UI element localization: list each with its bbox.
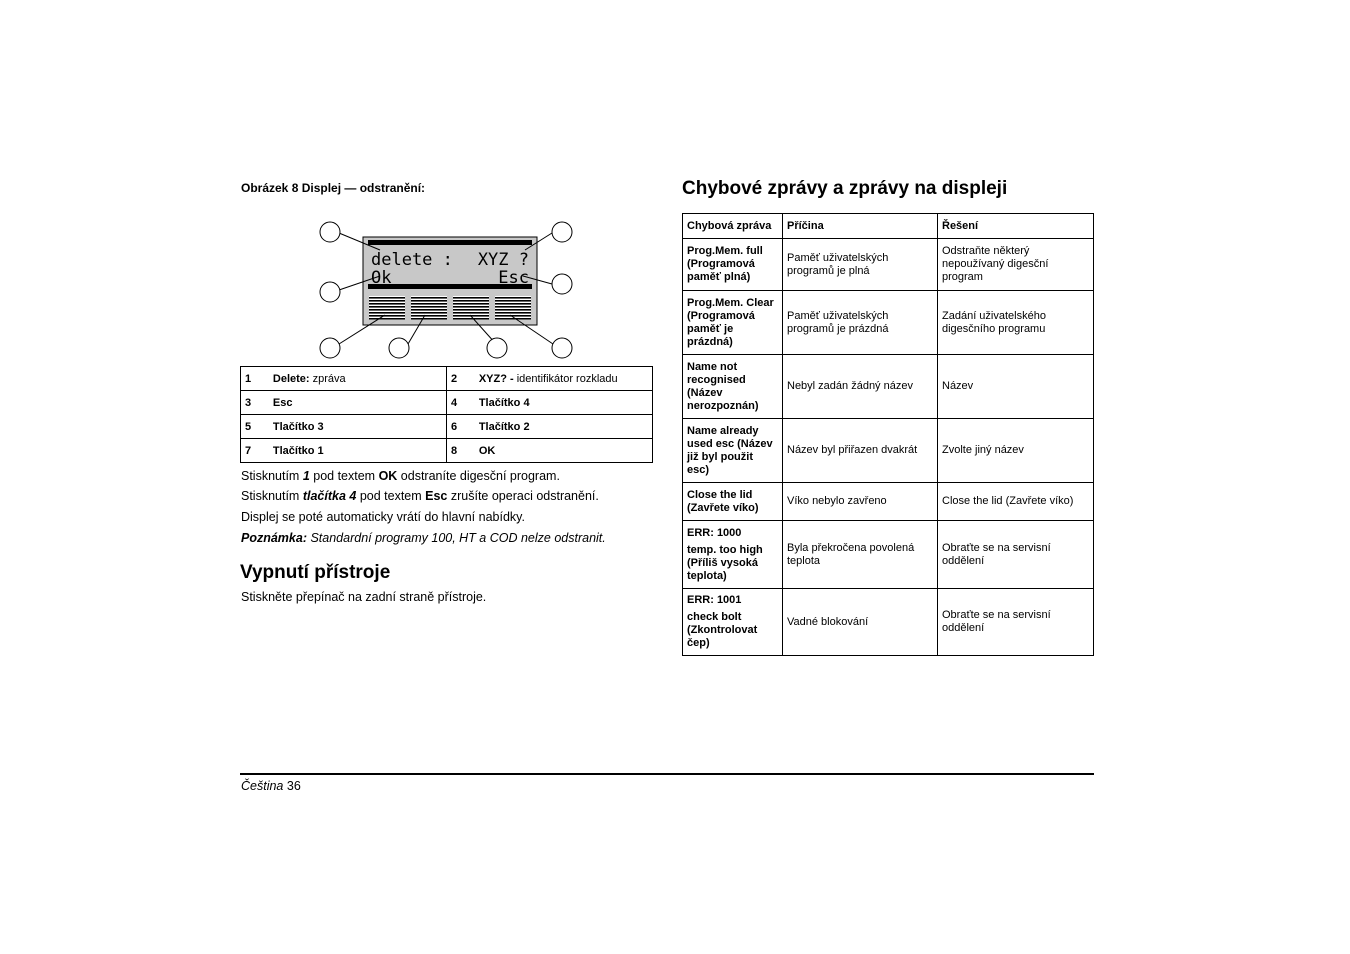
legend-number: 5 — [241, 415, 269, 439]
header-cause: Příčina — [783, 214, 938, 239]
header-message: Chybová zpráva — [683, 214, 783, 239]
table-row — [683, 355, 1094, 419]
legend-label — [475, 415, 653, 439]
table-row — [683, 239, 1094, 291]
solution-cell: Zvolte jiný název — [938, 419, 1094, 483]
screen-line2-right: Esc — [498, 268, 529, 288]
solution-cell: Obraťte se na servisní oddělení — [938, 589, 1094, 656]
legend-row — [241, 439, 653, 463]
legend-label-bold: Delete: — [272, 372, 310, 385]
legend-label-bold: XYZ? - — [478, 372, 514, 385]
page-number: 36 — [286, 779, 301, 793]
cause-cell: Paměť uživatelských programů je plná — [783, 239, 938, 291]
legend-label — [475, 367, 653, 391]
error-message-cell: Name already used esc (Název již byl použit esc) — [683, 419, 783, 483]
legend-label — [269, 391, 447, 415]
legend-label — [269, 415, 447, 439]
p2-text: Stisknutím — [241, 489, 303, 503]
table-row — [683, 589, 1094, 656]
legend-label — [475, 439, 653, 463]
soft-key-2 — [411, 296, 447, 320]
solution-cell: Zadání uživatelského digesčního programu — [938, 291, 1094, 355]
table-row — [683, 483, 1094, 521]
cause-cell: Název byl přiřazen dvakrát — [783, 419, 938, 483]
legend-number: 3 — [241, 391, 269, 415]
legend-label-bold: Tlačítko 4 — [478, 396, 530, 409]
cause-cell: Víko nebylo zavřeno — [783, 483, 938, 521]
error-message-cell: Prog.Mem. Clear (Programová paměť je prázdná) — [683, 291, 783, 355]
footer — [241, 779, 301, 793]
cause-cell: Nebyl zadán žádný název — [783, 355, 938, 419]
screen-line1-left: delete : — [371, 250, 453, 270]
legend-number: 2 — [446, 367, 474, 391]
solution-cell: Název — [938, 355, 1094, 419]
callout-circle-2 — [552, 222, 572, 242]
cause-cell: Byla překročena povolená teplota — [783, 521, 938, 589]
legend-row — [241, 367, 653, 391]
display-top-bar — [368, 240, 532, 245]
table-header-row — [683, 214, 1094, 239]
footer-language: Čeština — [241, 779, 284, 793]
callout-circle-6 — [389, 338, 409, 358]
callout-circle-5 — [320, 338, 340, 358]
legend-label-bold: Tlačítko 2 — [478, 420, 530, 433]
footer-rule — [240, 773, 1094, 775]
soft-key-4 — [495, 296, 531, 320]
legend-label-text: identifikátor rozkladu — [513, 372, 618, 385]
screen-line2-left: Ok — [371, 268, 392, 288]
legend-label — [475, 391, 653, 415]
callout-circle-1 — [320, 222, 340, 242]
p1-text-2: pod textem — [309, 469, 379, 483]
legend-label-bold: Tlačítko 3 — [272, 420, 324, 433]
section-heading-power-off: Vypnutí přístroje — [240, 562, 391, 583]
legend-number: 4 — [446, 391, 474, 415]
p1-key: 1 — [302, 469, 310, 483]
screen-line1-right: XYZ ? — [477, 250, 529, 270]
note — [241, 531, 606, 545]
cause-cell: Paměť uživatelských programů je prázdná — [783, 291, 938, 355]
soft-key-1 — [369, 296, 405, 320]
solution-cell: Close the lid (Zavřete víko) — [938, 483, 1094, 521]
error-message-cell: ERR: 1000 temp. too high (Příliš vysoká teplota) — [683, 521, 783, 589]
header-solution: Řešení — [938, 214, 1094, 239]
callout-circle-7 — [487, 338, 507, 358]
error-message-cell: Prog.Mem. full (Programová paměť plná) — [683, 239, 783, 291]
legend-number: 1 — [241, 367, 269, 391]
error-message-cell: ERR: 1001 check bolt (Zkontrolovat čep) — [683, 589, 783, 656]
p2-text-2: pod textem — [356, 489, 426, 503]
legend-label — [269, 367, 447, 391]
error-message-cell: Name not recognised (Název nerozpoznán) — [683, 355, 783, 419]
note-text: Standardní programy 100, HT a COD nelze odstranit. — [307, 531, 606, 545]
legend-row — [241, 391, 653, 415]
legend-label-bold: Esc — [272, 396, 293, 409]
callout-circle-3 — [320, 282, 340, 302]
legend-row — [241, 415, 653, 439]
callout-circle-8 — [552, 338, 572, 358]
error-message-cell: Close the lid (Zavřete víko) — [683, 483, 783, 521]
legend-label-text: zpráva — [309, 372, 346, 385]
legend-label-bold: Tlačítko 1 — [272, 444, 324, 457]
p1-text: Stisknutím — [241, 469, 303, 483]
p2-text-3: zrušíte operaci odstranění. — [447, 489, 599, 503]
note-label: Poznámka: — [241, 531, 307, 545]
legend-table — [240, 366, 653, 463]
table-row — [683, 521, 1094, 589]
error-messages-table — [682, 213, 1094, 656]
paragraph-1 — [241, 469, 560, 483]
legend-label — [269, 439, 447, 463]
p2-key: tlačítka 4 — [302, 489, 357, 503]
p1-ok: OK — [378, 469, 398, 483]
solution-cell: Odstraňte některý nepoužívaný digesční program — [938, 239, 1094, 291]
legend-number: 7 — [241, 439, 269, 463]
legend-number: 6 — [446, 415, 474, 439]
legend-label-bold: OK — [478, 444, 496, 457]
paragraph-2 — [241, 489, 599, 503]
paragraph-3: Displej se poté automaticky vrátí do hlavní nabídky. — [241, 510, 525, 524]
p1-text-3: odstraníte digesční program. — [397, 469, 560, 483]
p2-esc: Esc — [425, 489, 448, 503]
cause-cell: Vadné blokování — [783, 589, 938, 656]
display-diagram — [310, 218, 590, 362]
power-off-text: Stiskněte přepínač na zadní straně přístroje. — [241, 590, 487, 604]
legend-number: 8 — [446, 439, 474, 463]
solution-cell: Obraťte se na servisní oddělení — [938, 521, 1094, 589]
section-heading-errors: Chybové zprávy a zprávy na displeji — [682, 178, 1008, 199]
figure-caption: Obrázek 8 Displej — odstranění: — [241, 181, 426, 195]
callout-circle-4 — [552, 274, 572, 294]
table-row — [683, 291, 1094, 355]
table-row — [683, 419, 1094, 483]
